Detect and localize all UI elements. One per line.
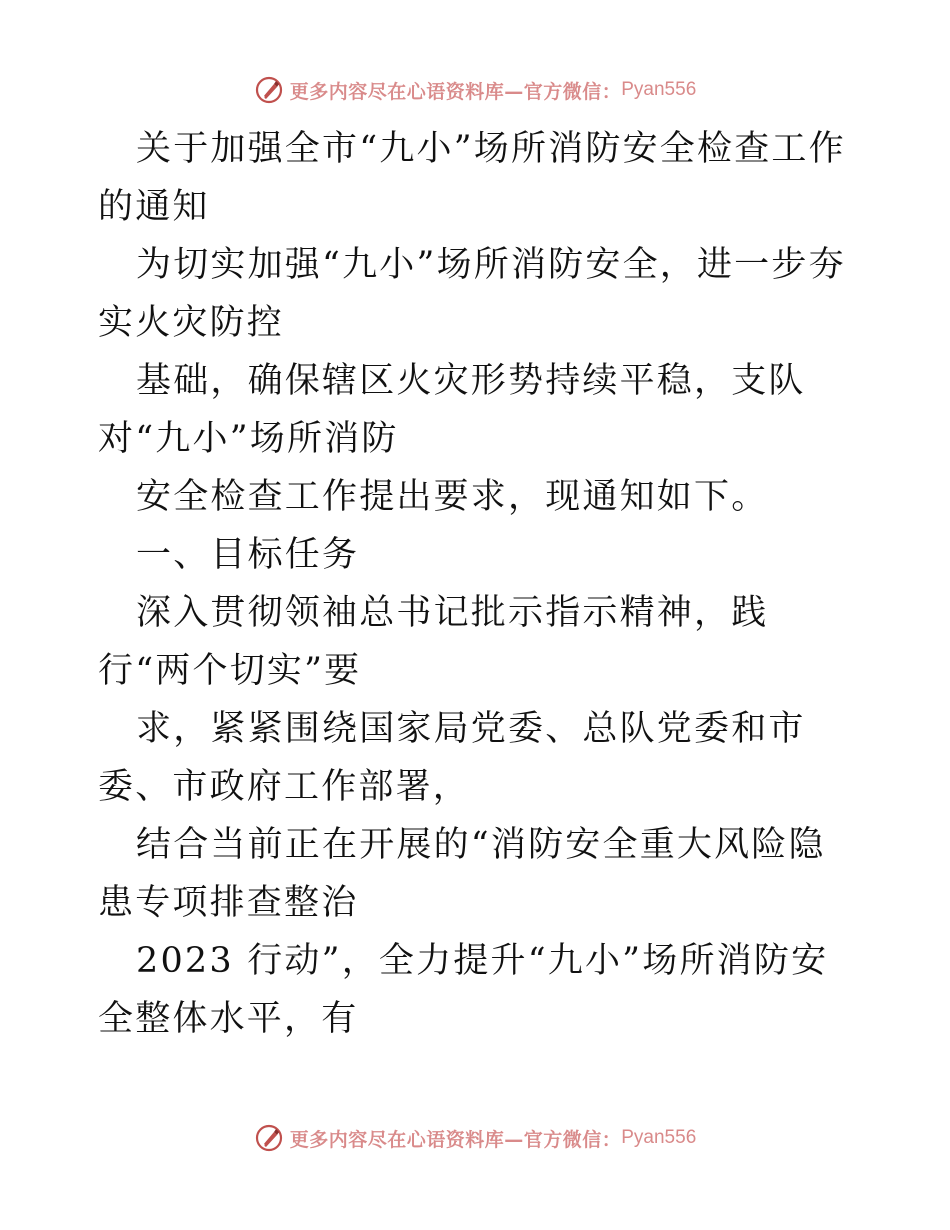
header-watermark — [0, 70, 950, 110]
paragraph: 2023 行动”，全力提升“九小”场所消防安全整体水平，有 — [98, 941, 829, 1039]
paragraph: 深入贯彻领袖总书记批示指示精神，践行“两个切实”要 — [98, 593, 769, 691]
paragraph: 结合当前正在开展的“消防安全重大风险隐患专项排查整治 — [98, 825, 826, 923]
pen-seal-icon — [254, 75, 284, 105]
document-title: 关于加强全市“九小”场所消防安全检查工作的通知 — [98, 129, 846, 227]
footer-watermark — [0, 1118, 950, 1158]
paragraph: 基础，确保辖区火灾形势持续平稳，支队对“九小”场所消防 — [98, 361, 806, 459]
watermark-wechat-id: Pyan556 — [621, 79, 697, 100]
pen-seal-icon — [254, 1123, 284, 1153]
paragraph: 为切实加强“九小”场所消防安全，进一步夯实火灾防控 — [98, 245, 846, 343]
paragraph: 安全检查工作提出要求，现通知如下。 — [136, 477, 769, 517]
watermark-text: 更多内容尽在心语资料库—官方微信： — [289, 1128, 622, 1151]
watermark-wechat-id: Pyan556 — [621, 1127, 697, 1148]
section-heading: 一、目标任务 — [136, 535, 360, 575]
document-body — [98, 120, 858, 1048]
paragraph: 求，紧紧围绕国家局党委、总队党委和市委、市政府工作部署， — [98, 709, 806, 807]
watermark-text: 更多内容尽在心语资料库—官方微信： — [289, 80, 622, 103]
